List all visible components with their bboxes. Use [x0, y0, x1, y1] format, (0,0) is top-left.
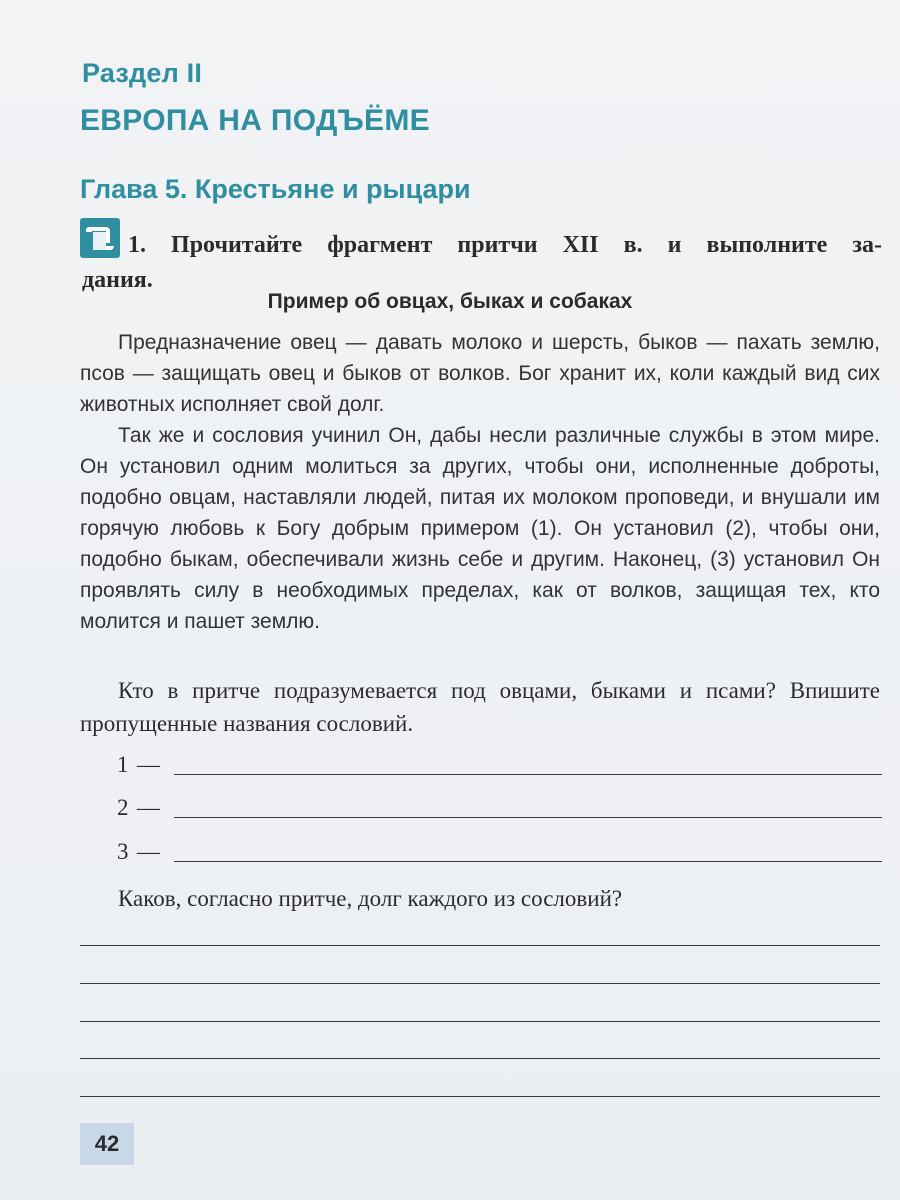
answer-blank-3 — [117, 839, 882, 873]
page-number: 42 — [80, 1123, 134, 1165]
answer-line[interactable] — [80, 1058, 880, 1059]
task-heading — [82, 228, 882, 298]
answer-line[interactable] — [174, 774, 882, 775]
answer-line[interactable] — [174, 861, 882, 862]
blank-number: 2 — [117, 795, 129, 820]
blank-dash: — — [137, 795, 160, 820]
parable-paragraph: Так же и сословия учинил Он, дабы несли различные службы в этом мире. Он установил одним молиться за других, чтобы они, исполненные доброты, подобно овцам, наставляли людей, питая их молоком проповеди, и внушали им горячую любовь к Богу добрым примером (1). Он установил (2), чтобы они, подобно быкам, обеспечивали жизнь себе и другим. Наконец, (3) установил Он проявлять силу в необходимых пределах, как от волков, защищая тех, кто молится и пашет землю. — [80, 424, 880, 633]
blank-dash: — — [137, 752, 160, 777]
parable-paragraph: Предназначение овец — давать молоко и шерсть, быков — пахать землю, псов — защищать овец и быков от волков. Бог хранит их, коли каждый вид сих животных исполняет свой долг. — [80, 331, 880, 416]
section-title: ЕВРОПА НА ПОДЪЁМЕ — [80, 104, 430, 137]
chapter-title: Глава 5. Крестьяне и рыцари — [80, 174, 471, 204]
question-estates: Кто в притче подразумевается под овцами, быками и псами? Впишите пропущенные названия сословий. — [80, 678, 880, 736]
blank-number: 3 — [117, 839, 129, 864]
blank-dash: — — [137, 839, 160, 864]
task-heading-line-1: 1. Прочитайте фрагмент притчи XII в. и выполните за- — [128, 232, 882, 258]
answer-line[interactable] — [80, 983, 880, 984]
section-label: Раздел II — [82, 58, 203, 88]
parable-title: Пример об овцах, быках и собаках — [267, 290, 633, 313]
answer-line[interactable] — [174, 817, 882, 818]
task-heading-line-2: дания. — [82, 267, 153, 293]
answer-line[interactable] — [80, 1021, 880, 1022]
question-duty: Каков, согласно притче, долг каждого из сословий? — [118, 886, 623, 911]
answer-blank-1 — [117, 752, 882, 786]
answer-line[interactable] — [80, 945, 880, 946]
blank-number: 1 — [117, 752, 129, 777]
answer-blank-2 — [117, 795, 882, 829]
answer-line[interactable] — [80, 1096, 880, 1097]
